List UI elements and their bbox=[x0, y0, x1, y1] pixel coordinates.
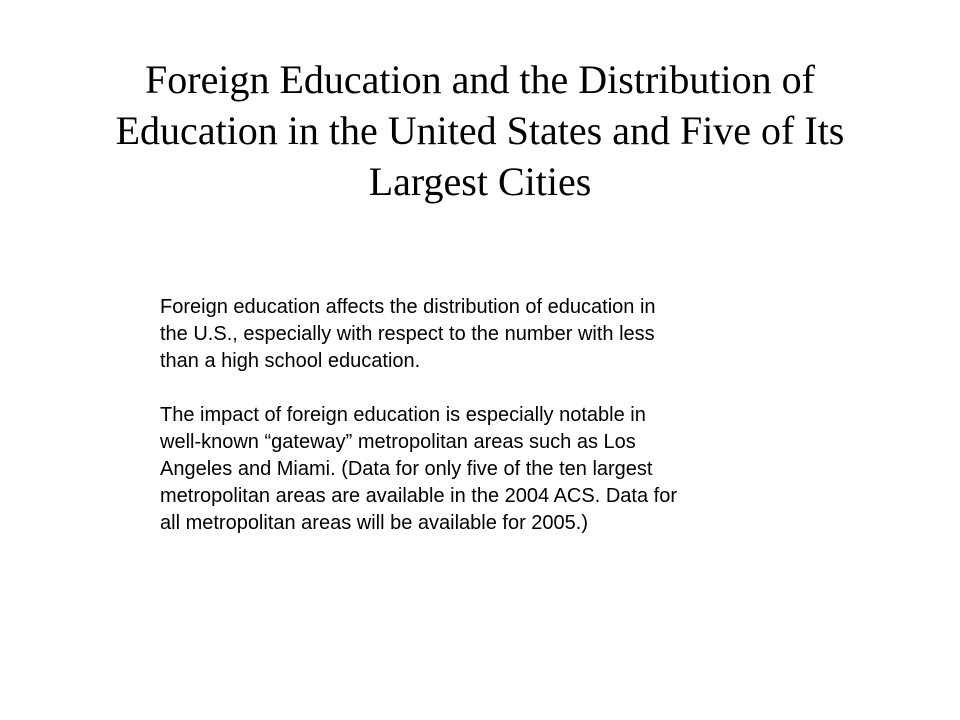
paragraph-distribution bbox=[160, 294, 800, 375]
paragraph-line: Foreign education affects the distribution of education in bbox=[160, 296, 656, 318]
paragraph-line: The impact of foreign education is especially notable in bbox=[160, 404, 646, 426]
slide-title-line: Foreign Education and the Distribution of bbox=[145, 57, 815, 102]
slide-body bbox=[160, 294, 800, 537]
slide-title-line: Largest Cities bbox=[368, 159, 592, 204]
slide-title-line: Education in the United States and Five of Its bbox=[115, 108, 845, 153]
paragraph-line: all metropolitan areas will be available for 2005.) bbox=[160, 512, 589, 534]
paragraph-line: than a high school education. bbox=[160, 350, 421, 372]
paragraph-gateway-areas bbox=[160, 402, 800, 537]
paragraph-line: metropolitan areas are available in the 2004 ACS. Data for bbox=[160, 485, 677, 507]
paragraph-line: Angeles and Miami. (Data for only five of the ten largest bbox=[160, 458, 653, 480]
paragraph-line: well-known “gateway” metropolitan areas such as Los bbox=[160, 431, 636, 453]
paragraph-line: the U.S., especially with respect to the number with less bbox=[160, 323, 655, 345]
slide-title bbox=[40, 54, 920, 207]
